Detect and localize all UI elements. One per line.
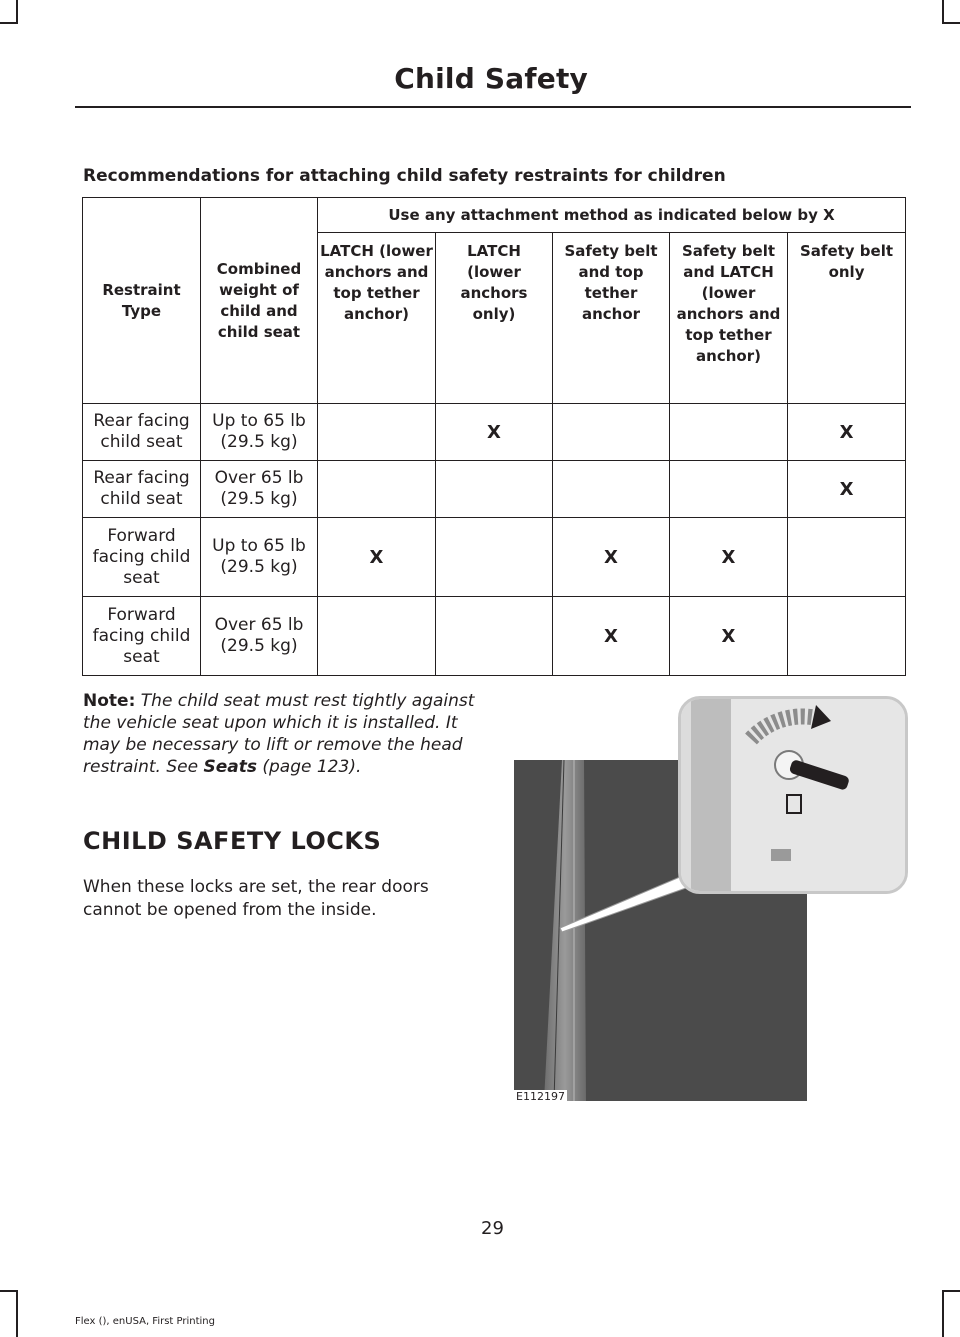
method-mark-cell — [670, 461, 788, 518]
figure-code: E112197 — [516, 1090, 565, 1103]
method-mark-cell: X — [788, 461, 906, 518]
header-method: LATCH (lower anchors only) — [436, 233, 553, 404]
method-mark-cell: X — [436, 404, 553, 461]
restraint-type-cell: Forward facing child seat — [83, 518, 201, 597]
lock-closeup — [681, 699, 905, 891]
method-mark-cell: X — [670, 597, 788, 676]
method-mark-cell: X — [553, 518, 670, 597]
method-mark-cell — [318, 404, 436, 461]
crop-mark — [942, 0, 944, 22]
method-mark-cell — [318, 461, 436, 518]
table-caption: Recommendations for attaching child safety restraints for children — [83, 166, 726, 186]
header-method: Safety belt and top tether anchor — [553, 233, 670, 404]
method-mark-cell: X — [553, 597, 670, 676]
header-restraint-type: Restraint Type — [83, 198, 201, 404]
weight-cell: Up to 65 lb (29.5 kg) — [201, 404, 318, 461]
method-mark-cell — [436, 518, 553, 597]
note-page-ref: (page 123). — [256, 757, 362, 777]
note-label: Note: — [83, 691, 136, 711]
weight-cell: Up to 65 lb (29.5 kg) — [201, 518, 318, 597]
method-mark-cell — [788, 518, 906, 597]
method-mark-cell — [436, 597, 553, 676]
method-mark-cell — [318, 597, 436, 676]
method-mark-cell: X — [788, 404, 906, 461]
weight-cell: Over 65 lb (29.5 kg) — [201, 461, 318, 518]
header-method: Safety belt only — [788, 233, 906, 404]
crop-mark — [942, 1290, 960, 1292]
crop-mark — [0, 1290, 18, 1292]
child-lock-illustration — [514, 696, 910, 1102]
restraint-type-cell: Forward facing child seat — [83, 597, 201, 676]
seats-link[interactable]: Seats — [203, 757, 257, 777]
crop-mark — [942, 1290, 944, 1337]
crop-mark — [0, 22, 18, 24]
crop-mark — [16, 1290, 18, 1337]
weight-cell: Over 65 lb (29.5 kg) — [201, 597, 318, 676]
zoom-inset — [678, 696, 908, 894]
restraint-type-cell: Rear facing child seat — [83, 404, 201, 461]
table-row — [83, 518, 906, 597]
method-mark-cell: X — [318, 518, 436, 597]
header-divider — [75, 106, 911, 108]
header-method: Safety belt and LATCH (lower anchors and top tether anchor) — [670, 233, 788, 404]
method-mark-cell — [436, 461, 553, 518]
header-attachment-group: Use any attachment method as indicated below by X — [318, 198, 906, 233]
page-number: 29 — [481, 1218, 504, 1239]
method-mark-cell — [788, 597, 906, 676]
method-mark-cell — [553, 461, 670, 518]
note-text: The child seat must rest tightly against the vehicle seat upon which it is installed. It may be necessary to lift or remove the head restraint. See — [83, 691, 475, 777]
restraint-type-cell: Rear facing child seat — [83, 461, 201, 518]
method-mark-cell — [670, 404, 788, 461]
method-mark-cell — [553, 404, 670, 461]
page-title: Child Safety — [394, 62, 588, 95]
note-paragraph — [83, 690, 483, 778]
crop-mark — [942, 22, 960, 24]
header-method: LATCH (lower anchors and top tether anchor) — [318, 233, 436, 404]
method-mark-cell: X — [670, 518, 788, 597]
restraint-table — [82, 197, 906, 676]
table-row — [83, 597, 906, 676]
section-heading: CHILD SAFETY LOCKS — [83, 827, 382, 855]
table-row — [83, 404, 906, 461]
header-combined-weight: Combined weight of child and child seat — [201, 198, 318, 404]
section-body: When these locks are set, the rear doors cannot be opened from the inside. — [83, 877, 429, 920]
footer-text: Flex (), enUSA, First Printing — [75, 1316, 215, 1327]
table-row — [83, 461, 906, 518]
crop-mark — [16, 0, 18, 22]
